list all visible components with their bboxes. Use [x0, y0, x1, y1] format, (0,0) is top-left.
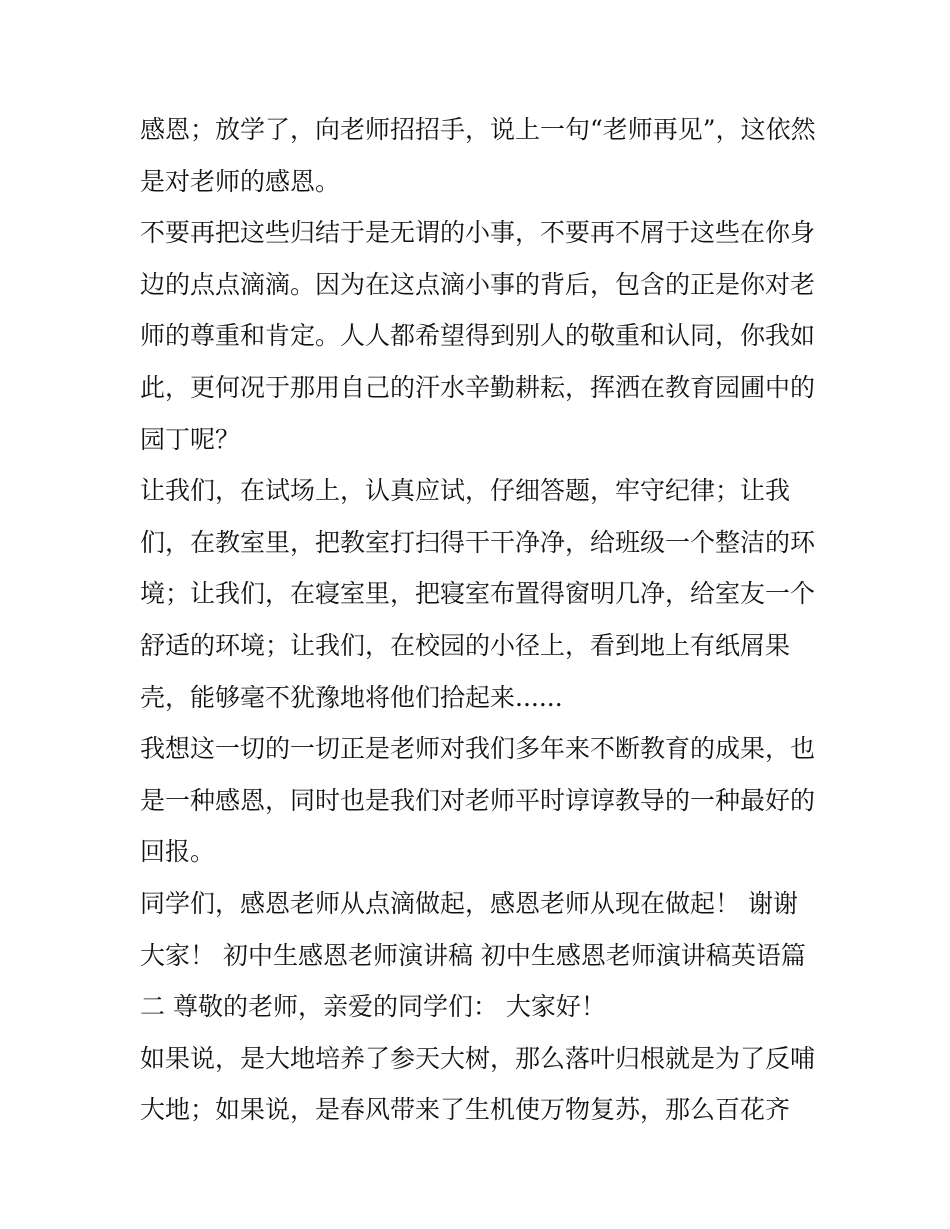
text-line: 同学们，感恩老师从点滴做起，感恩老师从现在做起！ 谢谢 [140, 888, 798, 918]
text-line: 感恩；放学了，向老师招招手，说上一句“老师再见”，这依然 [140, 115, 816, 144]
text-line: 二 尊敬的老师，亲爱的同学们： 大家好！ [140, 992, 606, 1022]
text-line: 大地；如果说，是春风带来了生机使万物复苏，那么百花齐 [140, 1095, 791, 1125]
text-line: 舒适的环境；让我们，在校园的小径上，看到地上有纸屑果 [140, 630, 791, 660]
text-line: 让我们，在试场上，认真应试，仔细答题，牢守纪律；让我 [140, 476, 791, 506]
text-line: 此，更何况于那用自己的汗水辛勤耕耘，挥洒在教育园圃中的 [140, 372, 816, 402]
text-line: 境；让我们，在寝室里，把寝室布置得窗明几净，给室友一个 [140, 579, 816, 609]
text-line: 如果说，是大地培养了参天大树，那么落叶归根就是为了反哺 [140, 1043, 816, 1073]
text-line: 回报。 [140, 837, 216, 867]
text-line: 园丁呢？ [140, 424, 241, 454]
text-line: 师的尊重和肯定。人人都希望得到别人的敬重和认同，你我如 [140, 321, 816, 351]
text-line: 我想这一切的一切正是老师对我们多年来不断教育的成果，也 [140, 734, 816, 764]
text-line: 边的点点滴滴。因为在这点滴小事的背后，包含的正是你对老 [140, 269, 816, 299]
body-text [140, 104, 820, 1136]
text-line: 是对老师的感恩。 [140, 166, 341, 196]
text-line: 壳，能够毫不犹豫地将他们拾起来...... [140, 682, 563, 712]
text-line: 们，在教室里，把教室打扫得干干净净，给班级一个整洁的环 [140, 527, 816, 557]
text-line: 不要再把这些归结于是无谓的小事，不要再不屑于这些在你身 [140, 218, 816, 248]
text-line: 是一种感恩，同时也是我们对老师平时谆谆教导的一种最好的 [140, 785, 816, 815]
text-line: 大家！ 初中生感恩老师演讲稿 初中生感恩老师演讲稿英语篇 [140, 940, 806, 970]
